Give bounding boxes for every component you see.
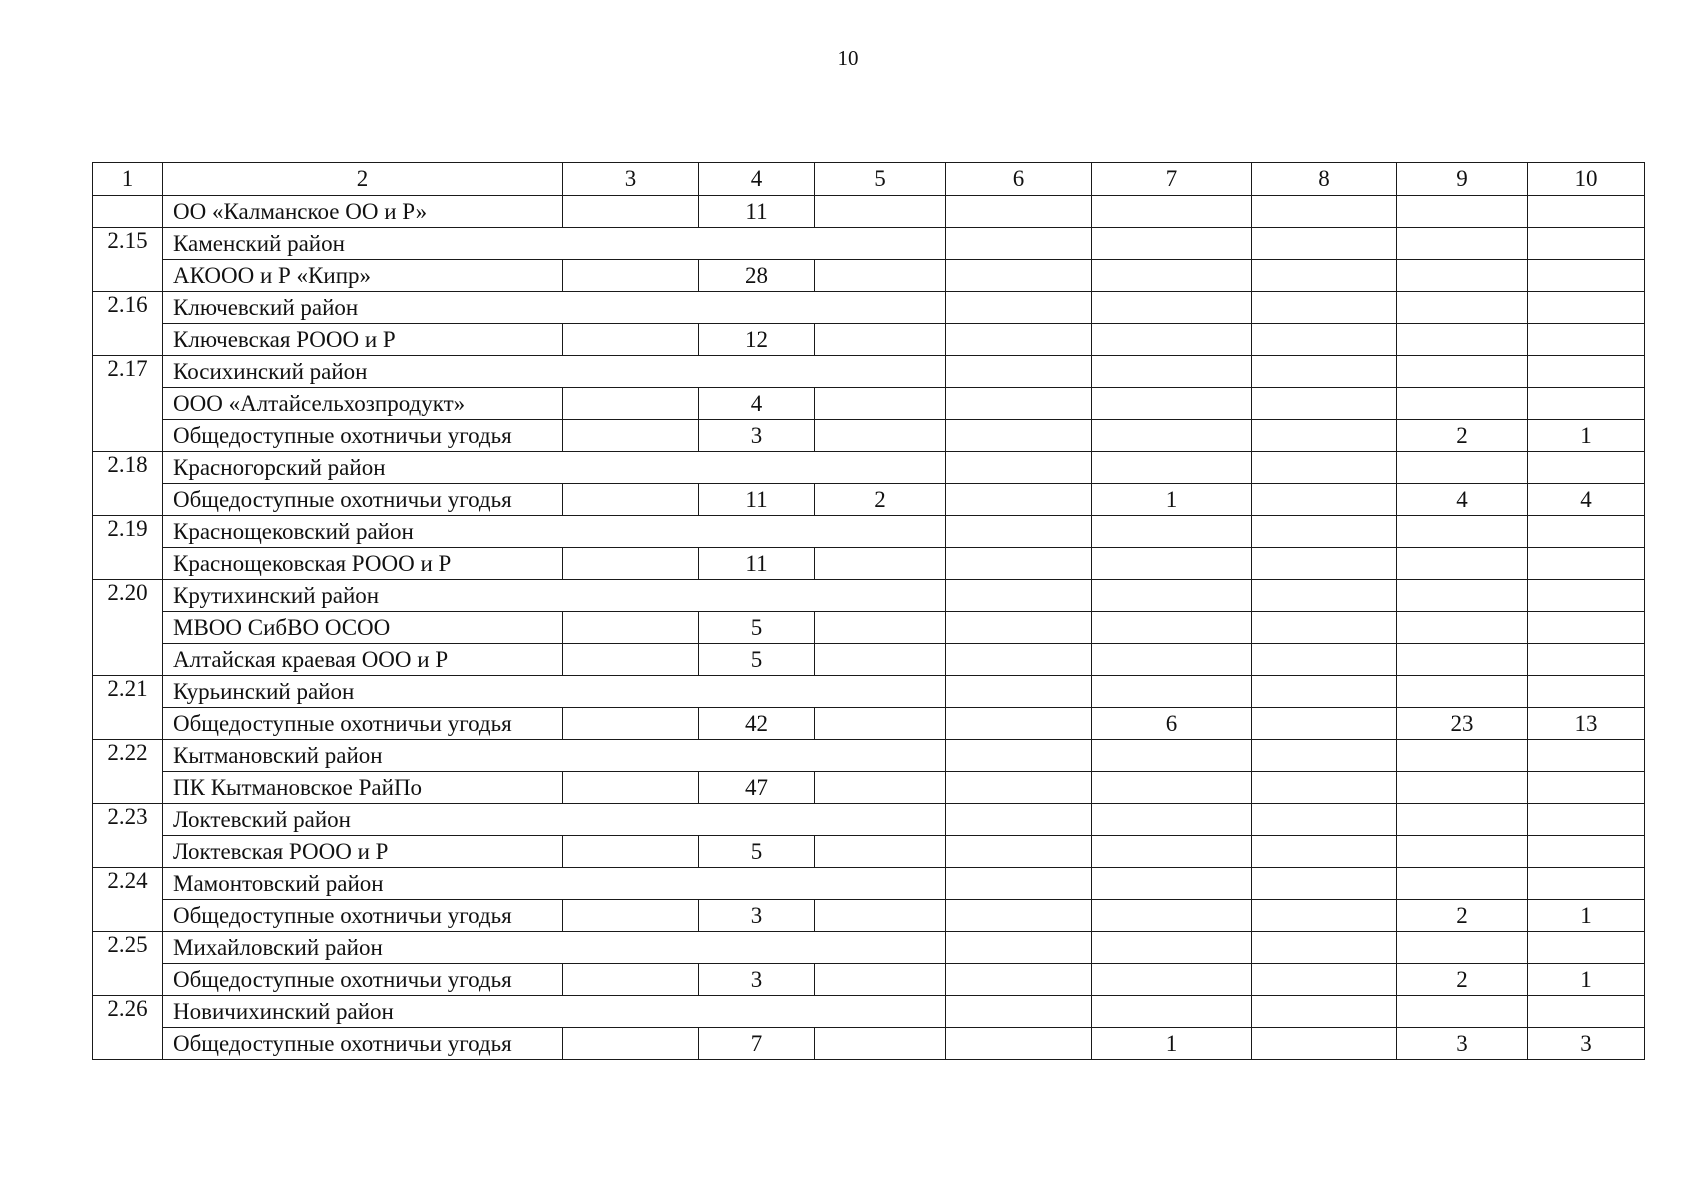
header-col-7: 7	[1092, 163, 1252, 196]
empty-cell	[1092, 932, 1252, 964]
district-row	[93, 804, 1645, 836]
value-cell-c7: 1	[1092, 1028, 1252, 1060]
value-cell-c3	[563, 548, 699, 580]
district-name: Локтевский район	[163, 804, 946, 836]
value-cell-c10: 1	[1528, 420, 1645, 452]
empty-cell	[1397, 228, 1528, 260]
value-cell-c7	[1092, 644, 1252, 676]
section-number: 2.18	[93, 452, 163, 516]
header-col-8: 8	[1252, 163, 1397, 196]
section-number: 2.24	[93, 868, 163, 932]
value-cell-c6	[946, 548, 1092, 580]
table-row	[93, 1028, 1645, 1060]
district-name: Курьинский район	[163, 676, 946, 708]
empty-cell	[1092, 292, 1252, 324]
section-number: 2.16	[93, 292, 163, 356]
section-number: 2.15	[93, 228, 163, 292]
empty-cell	[946, 292, 1092, 324]
value-cell-c6	[946, 388, 1092, 420]
district-name: Мамонтовский район	[163, 868, 946, 900]
value-cell-c3	[563, 772, 699, 804]
empty-cell	[1397, 452, 1528, 484]
empty-cell	[1397, 676, 1528, 708]
value-cell-c9	[1397, 772, 1528, 804]
empty-cell	[946, 740, 1092, 772]
value-cell-c6	[946, 612, 1092, 644]
district-row	[93, 228, 1645, 260]
table-row	[93, 772, 1645, 804]
value-cell-c4: 7	[699, 1028, 815, 1060]
value-cell-c7	[1092, 420, 1252, 452]
empty-cell	[946, 868, 1092, 900]
header-col-6: 6	[946, 163, 1092, 196]
empty-cell	[1252, 996, 1397, 1028]
empty-cell	[1397, 292, 1528, 324]
value-cell-c5	[815, 388, 946, 420]
value-cell-c6	[946, 196, 1092, 228]
table-row	[93, 388, 1645, 420]
empty-cell	[1397, 356, 1528, 388]
value-cell-c8	[1252, 836, 1397, 868]
empty-cell	[1528, 580, 1645, 612]
district-name: Кытмановский район	[163, 740, 946, 772]
value-cell-c10: 13	[1528, 708, 1645, 740]
value-cell-c9	[1397, 388, 1528, 420]
empty-cell	[1092, 996, 1252, 1028]
empty-cell	[946, 228, 1092, 260]
value-cell-c10	[1528, 772, 1645, 804]
district-name: Михайловский район	[163, 932, 946, 964]
empty-cell	[1397, 932, 1528, 964]
value-cell-c3	[563, 708, 699, 740]
section-number: 2.21	[93, 676, 163, 740]
value-cell-c10	[1528, 260, 1645, 292]
empty-cell	[1252, 356, 1397, 388]
page-number: 10	[837, 46, 859, 70]
value-cell-c6	[946, 1028, 1092, 1060]
empty-cell	[946, 516, 1092, 548]
section-number	[93, 196, 163, 228]
empty-cell	[1252, 452, 1397, 484]
district-row	[93, 356, 1645, 388]
value-cell-c3	[563, 900, 699, 932]
table-header-row	[93, 163, 1645, 196]
value-cell-c7	[1092, 260, 1252, 292]
table-row	[93, 644, 1645, 676]
value-cell-c9	[1397, 644, 1528, 676]
organization-name: Общедоступные охотничьи угодья	[163, 1028, 563, 1060]
empty-cell	[1528, 356, 1645, 388]
value-cell-c5	[815, 1028, 946, 1060]
district-row	[93, 292, 1645, 324]
value-cell-c10: 1	[1528, 900, 1645, 932]
value-cell-c5	[815, 612, 946, 644]
district-name: Красногорский район	[163, 452, 946, 484]
section-number: 2.19	[93, 516, 163, 580]
organization-name: Ключевская РООО и Р	[163, 324, 563, 356]
value-cell-c3	[563, 196, 699, 228]
value-cell-c4: 11	[699, 548, 815, 580]
value-cell-c9	[1397, 260, 1528, 292]
table-row	[93, 324, 1645, 356]
empty-cell	[1092, 676, 1252, 708]
organization-name: ООО «Алтайсельхозпродукт»	[163, 388, 563, 420]
table-row	[93, 260, 1645, 292]
value-cell-c3	[563, 420, 699, 452]
empty-cell	[1528, 676, 1645, 708]
value-cell-c5	[815, 196, 946, 228]
value-cell-c8	[1252, 548, 1397, 580]
empty-cell	[1252, 228, 1397, 260]
empty-cell	[946, 804, 1092, 836]
empty-cell	[1252, 516, 1397, 548]
value-cell-c3	[563, 260, 699, 292]
value-cell-c3	[563, 612, 699, 644]
value-cell-c10	[1528, 324, 1645, 356]
value-cell-c7	[1092, 196, 1252, 228]
section-number: 2.23	[93, 804, 163, 868]
value-cell-c5	[815, 260, 946, 292]
value-cell-c4: 12	[699, 324, 815, 356]
organization-name: ПК Кытмановское РайПо	[163, 772, 563, 804]
district-name: Ключевский район	[163, 292, 946, 324]
district-name: Косихинский район	[163, 356, 946, 388]
section-number: 2.22	[93, 740, 163, 804]
district-row	[93, 580, 1645, 612]
value-cell-c3	[563, 1028, 699, 1060]
empty-cell	[1397, 996, 1528, 1028]
value-cell-c7	[1092, 836, 1252, 868]
value-cell-c4: 5	[699, 612, 815, 644]
section-number: 2.25	[93, 932, 163, 996]
organization-name: Общедоступные охотничьи угодья	[163, 420, 563, 452]
value-cell-c5	[815, 548, 946, 580]
header-col-2: 2	[163, 163, 563, 196]
table-row	[93, 420, 1645, 452]
header-col-10: 10	[1528, 163, 1645, 196]
header-col-5: 5	[815, 163, 946, 196]
value-cell-c7	[1092, 900, 1252, 932]
empty-cell	[1528, 932, 1645, 964]
value-cell-c9: 23	[1397, 708, 1528, 740]
header-col-9: 9	[1397, 163, 1528, 196]
value-cell-c5	[815, 708, 946, 740]
district-name: Новичихинский район	[163, 996, 946, 1028]
value-cell-c5	[815, 900, 946, 932]
value-cell-c10: 4	[1528, 484, 1645, 516]
value-cell-c8	[1252, 420, 1397, 452]
empty-cell	[1252, 932, 1397, 964]
value-cell-c8	[1252, 644, 1397, 676]
organization-name: Общедоступные охотничьи угодья	[163, 964, 563, 996]
empty-cell	[1397, 516, 1528, 548]
empty-cell	[1528, 868, 1645, 900]
value-cell-c6	[946, 900, 1092, 932]
empty-cell	[1252, 868, 1397, 900]
organization-name: ОО «Калманское ОО и Р»	[163, 196, 563, 228]
table-row	[93, 708, 1645, 740]
organization-name: Общедоступные охотничьи угодья	[163, 900, 563, 932]
value-cell-c7: 1	[1092, 484, 1252, 516]
empty-cell	[1092, 804, 1252, 836]
empty-cell	[1092, 452, 1252, 484]
section-number: 2.20	[93, 580, 163, 676]
value-cell-c10	[1528, 612, 1645, 644]
value-cell-c5: 2	[815, 484, 946, 516]
table-row	[93, 612, 1645, 644]
value-cell-c7	[1092, 324, 1252, 356]
empty-cell	[1252, 292, 1397, 324]
value-cell-c8	[1252, 772, 1397, 804]
value-cell-c9	[1397, 836, 1528, 868]
table-body	[93, 163, 1645, 1060]
empty-cell	[1528, 228, 1645, 260]
district-row	[93, 516, 1645, 548]
organization-name: Общедоступные охотничьи угодья	[163, 484, 563, 516]
value-cell-c5	[815, 964, 946, 996]
organization-name: АКООО и Р «Кипр»	[163, 260, 563, 292]
value-cell-c9: 2	[1397, 900, 1528, 932]
empty-cell	[1397, 740, 1528, 772]
organization-name: Локтевская РООО и Р	[163, 836, 563, 868]
organization-name: Краснощековская РООО и Р	[163, 548, 563, 580]
value-cell-c10: 3	[1528, 1028, 1645, 1060]
value-cell-c9	[1397, 612, 1528, 644]
value-cell-c7	[1092, 548, 1252, 580]
value-cell-c10	[1528, 388, 1645, 420]
empty-cell	[946, 932, 1092, 964]
value-cell-c4: 28	[699, 260, 815, 292]
value-cell-c5	[815, 644, 946, 676]
header-col-4: 4	[699, 163, 815, 196]
organization-name: МВОО СибВО ОСОО	[163, 612, 563, 644]
empty-cell	[946, 676, 1092, 708]
value-cell-c4: 42	[699, 708, 815, 740]
empty-cell	[1397, 580, 1528, 612]
value-cell-c8	[1252, 964, 1397, 996]
empty-cell	[946, 580, 1092, 612]
value-cell-c8	[1252, 900, 1397, 932]
empty-cell	[1092, 356, 1252, 388]
value-cell-c10: 1	[1528, 964, 1645, 996]
value-cell-c8	[1252, 612, 1397, 644]
empty-cell	[1397, 868, 1528, 900]
district-name: Краснощековский район	[163, 516, 946, 548]
empty-cell	[946, 452, 1092, 484]
value-cell-c7	[1092, 964, 1252, 996]
empty-cell	[1252, 740, 1397, 772]
value-cell-c8	[1252, 388, 1397, 420]
organization-name: Алтайская краевая ООО и Р	[163, 644, 563, 676]
value-cell-c8	[1252, 708, 1397, 740]
value-cell-c9	[1397, 196, 1528, 228]
value-cell-c9	[1397, 548, 1528, 580]
value-cell-c7	[1092, 772, 1252, 804]
value-cell-c6	[946, 420, 1092, 452]
district-row	[93, 452, 1645, 484]
empty-cell	[1092, 740, 1252, 772]
empty-cell	[1092, 516, 1252, 548]
empty-cell	[1092, 580, 1252, 612]
district-row	[93, 932, 1645, 964]
section-number: 2.17	[93, 356, 163, 452]
district-row	[93, 676, 1645, 708]
value-cell-c9: 3	[1397, 1028, 1528, 1060]
value-cell-c4: 5	[699, 836, 815, 868]
empty-cell	[1528, 804, 1645, 836]
value-cell-c9: 2	[1397, 420, 1528, 452]
table-row	[93, 900, 1645, 932]
district-name: Крутихинский район	[163, 580, 946, 612]
value-cell-c6	[946, 644, 1092, 676]
value-cell-c5	[815, 324, 946, 356]
value-cell-c5	[815, 420, 946, 452]
value-cell-c9: 4	[1397, 484, 1528, 516]
value-cell-c6	[946, 260, 1092, 292]
table-row	[93, 548, 1645, 580]
value-cell-c4: 47	[699, 772, 815, 804]
empty-cell	[1397, 804, 1528, 836]
value-cell-c10	[1528, 836, 1645, 868]
value-cell-c6	[946, 708, 1092, 740]
value-cell-c4: 3	[699, 964, 815, 996]
value-cell-c7	[1092, 388, 1252, 420]
value-cell-c10	[1528, 548, 1645, 580]
empty-cell	[946, 356, 1092, 388]
value-cell-c4: 11	[699, 196, 815, 228]
value-cell-c3	[563, 484, 699, 516]
value-cell-c5	[815, 836, 946, 868]
empty-cell	[1528, 292, 1645, 324]
district-row	[93, 996, 1645, 1028]
value-cell-c3	[563, 388, 699, 420]
value-cell-c4: 5	[699, 644, 815, 676]
table-row	[93, 196, 1645, 228]
value-cell-c9: 2	[1397, 964, 1528, 996]
header-col-1: 1	[93, 163, 163, 196]
value-cell-c5	[815, 772, 946, 804]
value-cell-c3	[563, 644, 699, 676]
district-row	[93, 868, 1645, 900]
empty-cell	[1252, 676, 1397, 708]
empty-cell	[946, 996, 1092, 1028]
empty-cell	[1252, 804, 1397, 836]
header-col-3: 3	[563, 163, 699, 196]
value-cell-c4: 4	[699, 388, 815, 420]
district-name: Каменский район	[163, 228, 946, 260]
value-cell-c3	[563, 836, 699, 868]
value-cell-c10	[1528, 196, 1645, 228]
table-row	[93, 964, 1645, 996]
empty-cell	[1528, 740, 1645, 772]
empty-cell	[1528, 452, 1645, 484]
data-table	[92, 162, 1645, 1060]
value-cell-c8	[1252, 260, 1397, 292]
empty-cell	[1092, 868, 1252, 900]
empty-cell	[1528, 516, 1645, 548]
table-row	[93, 836, 1645, 868]
value-cell-c6	[946, 484, 1092, 516]
value-cell-c8	[1252, 1028, 1397, 1060]
value-cell-c8	[1252, 324, 1397, 356]
section-number: 2.26	[93, 996, 163, 1060]
value-cell-c7	[1092, 612, 1252, 644]
value-cell-c8	[1252, 484, 1397, 516]
organization-name: Общедоступные охотничьи угодья	[163, 708, 563, 740]
value-cell-c4: 3	[699, 420, 815, 452]
value-cell-c7: 6	[1092, 708, 1252, 740]
empty-cell	[1528, 996, 1645, 1028]
value-cell-c6	[946, 964, 1092, 996]
value-cell-c3	[563, 964, 699, 996]
value-cell-c4: 11	[699, 484, 815, 516]
value-cell-c6	[946, 836, 1092, 868]
value-cell-c3	[563, 324, 699, 356]
empty-cell	[1092, 228, 1252, 260]
table-row	[93, 484, 1645, 516]
value-cell-c10	[1528, 644, 1645, 676]
value-cell-c9	[1397, 324, 1528, 356]
value-cell-c4: 3	[699, 900, 815, 932]
value-cell-c6	[946, 324, 1092, 356]
empty-cell	[1252, 580, 1397, 612]
district-row	[93, 740, 1645, 772]
value-cell-c6	[946, 772, 1092, 804]
value-cell-c8	[1252, 196, 1397, 228]
